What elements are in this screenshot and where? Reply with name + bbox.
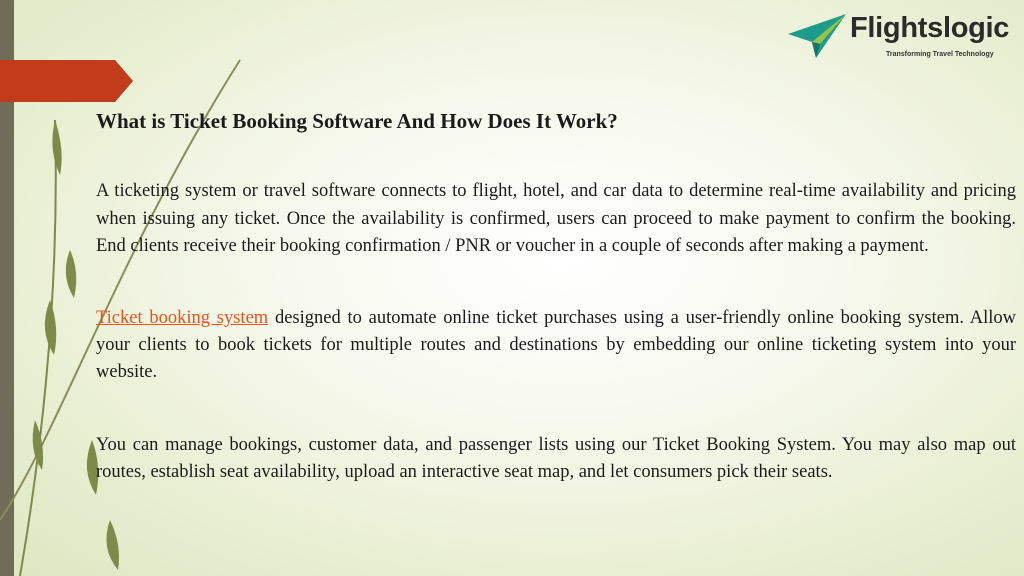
paragraph-2 — [96, 305, 1016, 387]
accent-arrow — [0, 60, 133, 102]
paragraph-2-text: designed to automate online ticket purchases using a user-friendly online booking system. Allow your clients to book tickets for multiple routes and destinations by embedding our online ticketing system into your website. — [96, 307, 1016, 383]
paragraph-3: You can manage bookings, customer data, and passenger lists using our Ticket Booking System. You may also map out routes, establish seat availability, upload an interactive seat map, and let consumers pick their seats. — [96, 434, 1016, 482]
accent-arrow-shape — [0, 0, 140, 110]
logo-tagline: Transforming Travel Technology — [886, 51, 994, 58]
paper-plane-icon — [786, 12, 850, 62]
page-title: What is Ticket Booking Software And How Does It Work? — [96, 109, 618, 133]
logo-name: Flightslogic — [850, 12, 1010, 44]
ticket-booking-system-link[interactable]: Ticket booking system — [96, 307, 269, 328]
main-content — [96, 108, 1016, 531]
paragraph-1: A ticketing system or travel software connects to flight, hotel, and car data to determine real-time availability and pricing when issuing any ticket. Once the availability is confirmed, users can proceed to make payment to confirm the booking. End clients receive their booking confirmation / PNR or voucher in a couple of seconds after making a payment. — [96, 181, 1016, 256]
brand-logo[interactable] — [786, 8, 1016, 64]
